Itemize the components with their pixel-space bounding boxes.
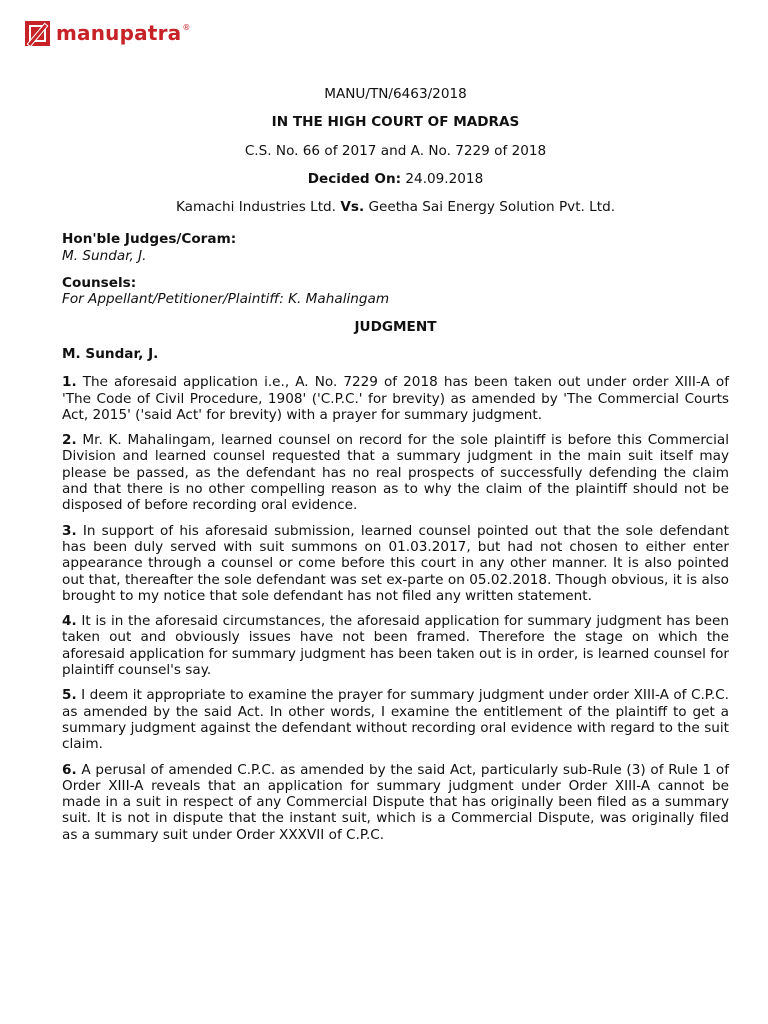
parties [62, 199, 729, 215]
paragraph-text: In support of his aforesaid submission, learned counsel pointed out that the sole defendant has been duly served with suit summons on 01.03.2017, but had not chosen to either enter appearance through a counsel or come before this court in any other manner. It is also pointed out that, thereafter the sole defendant was set ex-parte on 05.02.2018. Though obvious, it is also brought to my notice that sole defendant has not filed any written statement. [62, 522, 729, 604]
paragraph-text: A perusal of amended C.P.C. as amended by the said Act, particularly sub-Rule (3) of Rule 1 of Order XIII-A reveals that an application for summary judgment under Order XIII-A cannot be made in a suit in respect of any Commercial Dispute that has originally been filed as a summary suit. It is not in dispute that the instant suit, which is a Commercial Dispute, was originally filed as a summary suit under Order XXXVII of C.P.C. [62, 761, 730, 843]
paragraph [62, 613, 729, 678]
paragraph-number: 6. [62, 761, 77, 778]
manupatra-logo [25, 18, 190, 48]
paragraph [62, 523, 729, 604]
judgment-document [62, 86, 729, 852]
petitioner: Kamachi Industries Ltd. [175, 199, 336, 216]
respondent: Geetha Sai Energy Solution Pvt. Ltd. [368, 199, 616, 216]
judgment-author: M. Sundar, J. [62, 345, 159, 362]
citation: MANU/TN/6463/2018 [324, 86, 467, 102]
court-name: IN THE HIGH COURT OF MADRAS [271, 114, 520, 131]
paragraph-number: 1. [62, 374, 77, 391]
paragraph-text: The aforesaid application i.e., A. No. 7229 of 2018 has been taken out under order XIII-A of 'The Code of Civil Procedure, 1908' ('C.P.C.' for brevity) as amended by 'The Commercial Courts Act, 2015' ('said Act' for brevity) with a prayer for summary judgment. [62, 374, 729, 423]
paragraph-text: I deem it appropriate to examine the prayer for summary judgment under order XIII-A of C.P.C. as amended by the said Act. In other words, I examine the entitlement of the plaintiff to get a summary judgment against the defendant without recording oral evidence with regard to the suit claim. [62, 687, 729, 753]
decided-label: Decided On: [307, 170, 402, 187]
paragraph-number: 3. [62, 522, 77, 539]
decided-on [62, 171, 729, 187]
paragraph [62, 687, 729, 752]
judges-label: Hon'ble Judges/Coram: [62, 231, 237, 248]
versus: Vs. [340, 199, 365, 216]
judges-names: M. Sundar, J. [62, 247, 147, 264]
case-number: C.S. No. 66 of 2017 and A. No. 7229 of 2018 [244, 142, 547, 159]
brand-name: manupatra [56, 21, 182, 45]
paragraph-text: Mr. K. Mahalingam, learned counsel on record for the sole plaintiff is before this Commercial Division and learned counsel requested that a summary judgment in the main suit itself may please be passed, as the defendant has no real prospects of successfully defending the claim and that there is no other compelling reason as to why the claim of the plaintiff should not be disposed of before recording oral evidence. [62, 432, 729, 514]
paragraph-text: It is in the aforesaid circumstances, the aforesaid application for summary judgment has been taken out and obviously issues have not been framed. Therefore the stage on which the aforesaid application for summary judgment has been taken out is in order, is learned counsel for plaintiff counsel's say. [62, 613, 730, 679]
paragraph-number: 2. [62, 432, 77, 449]
paragraph-number: 5. [62, 687, 77, 704]
manupatra-logo-icon [25, 21, 50, 46]
counsels-block [62, 275, 729, 308]
judges-block [62, 231, 729, 264]
paragraph [62, 432, 729, 513]
counsels-label: Counsels: [62, 275, 137, 292]
paragraph [62, 374, 729, 423]
paragraph-number: 4. [62, 613, 77, 630]
registered-mark: ® [182, 22, 191, 32]
decided-date: 24.09.2018 [405, 170, 484, 187]
paragraph [62, 762, 729, 843]
counsels-names: For Appellant/Petitioner/Plaintiff: K. Mahalingam [62, 291, 390, 308]
judgment-heading: JUDGMENT [354, 318, 437, 335]
